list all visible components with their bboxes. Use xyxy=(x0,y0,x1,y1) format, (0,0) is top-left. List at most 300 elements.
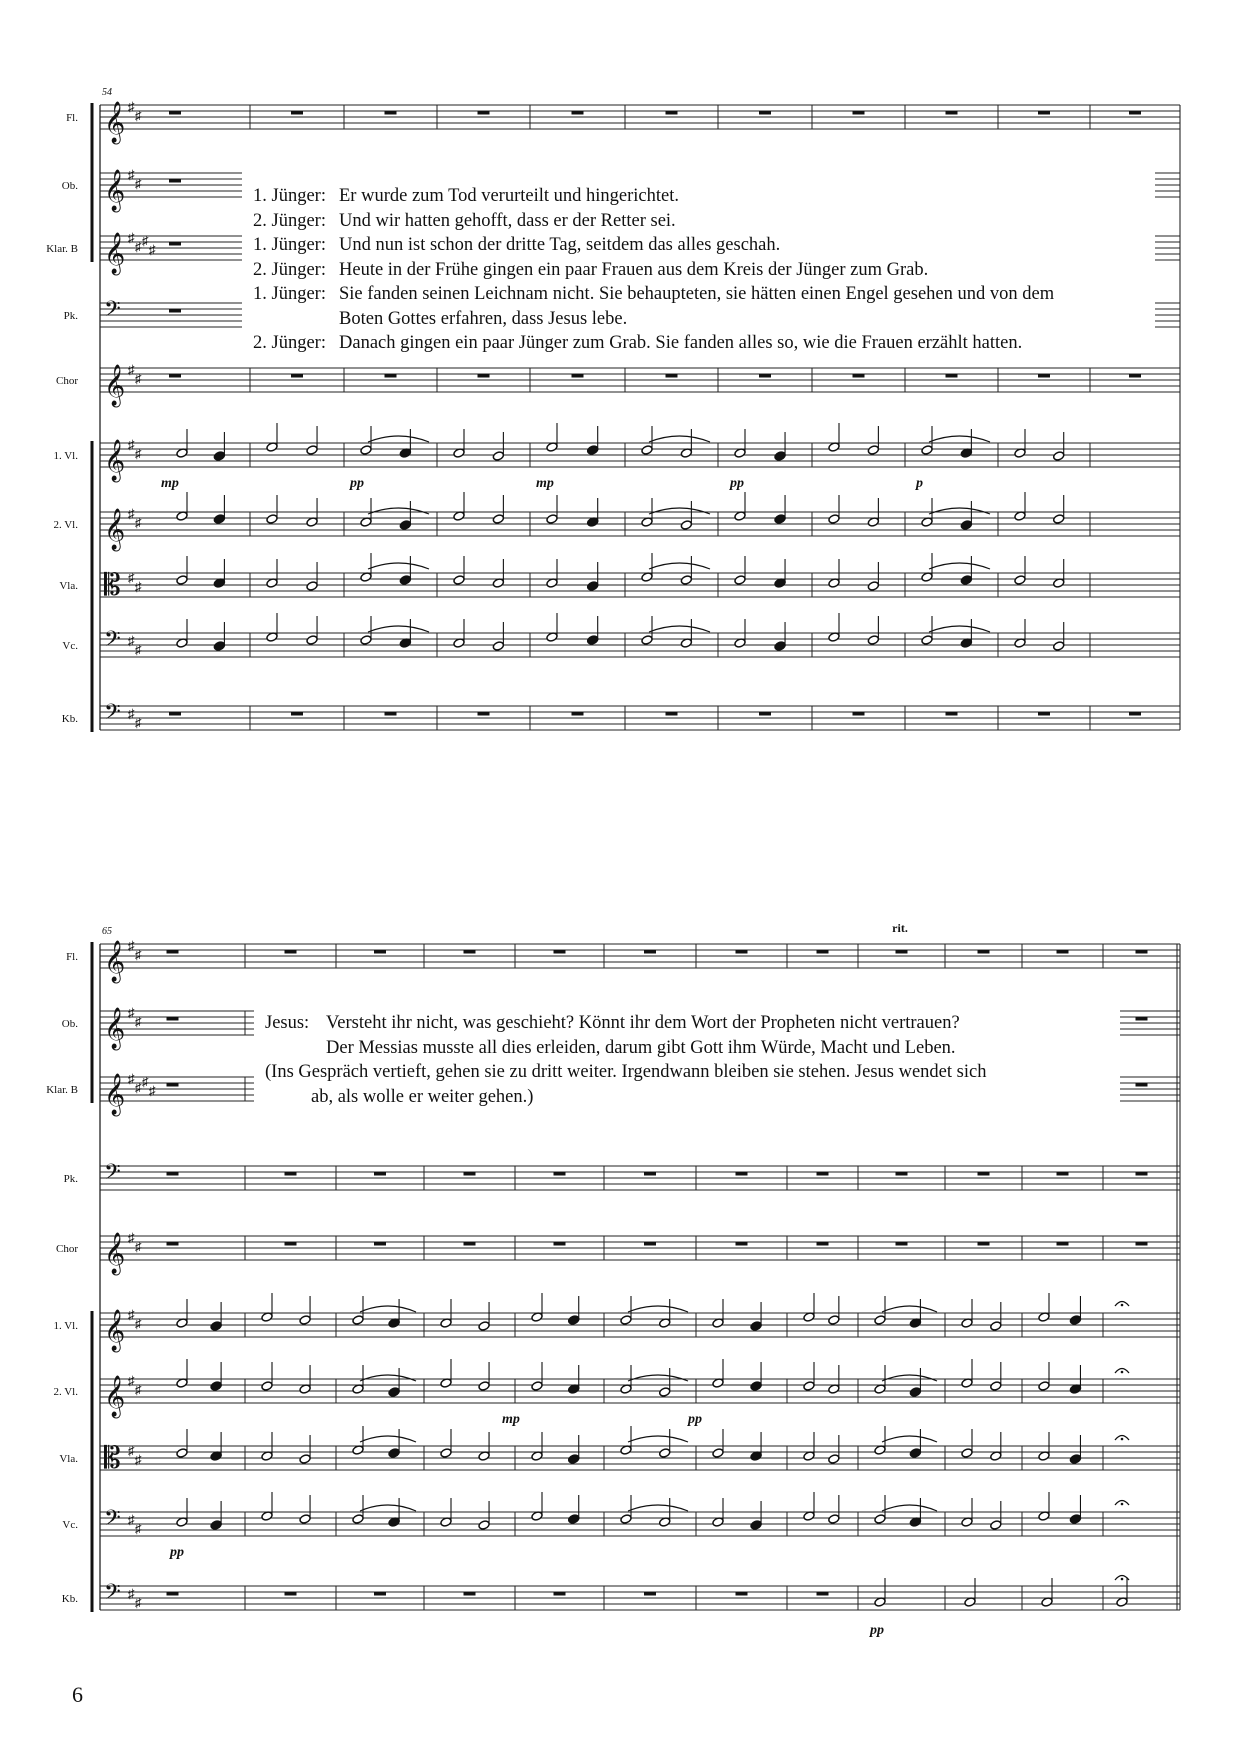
note-head xyxy=(210,1520,222,1531)
sharp-key-signature: ♯ xyxy=(128,633,135,648)
note-head xyxy=(712,1448,724,1459)
sharp-key-signature: ♯ xyxy=(142,1074,149,1089)
whole-rest xyxy=(946,712,958,716)
sharp-key-signature: ♯ xyxy=(135,1521,142,1536)
note-head xyxy=(388,1387,400,1398)
sharp-key-signature: ♯ xyxy=(135,515,142,530)
whole-rest xyxy=(285,1592,297,1596)
staff-0 xyxy=(100,944,1180,968)
staff-2-end xyxy=(1155,236,1180,260)
sharp-key-signature: ♯ xyxy=(128,1307,135,1322)
slur xyxy=(628,1375,688,1381)
whole-rest xyxy=(572,712,584,716)
instrument-label: Fl. xyxy=(66,112,78,124)
whole-rest xyxy=(374,950,386,954)
note-head xyxy=(990,1321,1002,1332)
dialogue-text: ab, als wolle er weiter gehen.) xyxy=(311,1086,534,1107)
whole-rest xyxy=(464,1592,476,1596)
whole-rest xyxy=(978,1172,990,1176)
note-head xyxy=(734,575,746,586)
dialogue-text: (Ins Gespräch vertieft, gehen sie zu dritt weiter. Irgendwann bleiben sie stehen. Jesus wendet sich xyxy=(265,1062,987,1082)
sharp-key-signature: ♯ xyxy=(135,239,142,254)
note-head xyxy=(990,1520,1002,1531)
whole-rest xyxy=(554,1172,566,1176)
whole-rest xyxy=(644,1242,656,1246)
whole-rest xyxy=(759,111,771,115)
speaker-label: 1. Jünger: xyxy=(253,235,326,255)
note-head xyxy=(176,575,188,586)
whole-rest xyxy=(385,111,397,115)
note-head xyxy=(176,1448,188,1459)
treble-clef-icon: 𝄞 xyxy=(104,1074,126,1114)
dialogue-line xyxy=(253,282,1054,307)
note-head xyxy=(874,1315,886,1326)
whole-rest xyxy=(167,1592,179,1596)
dynamic-marking: pp xyxy=(688,1412,702,1427)
sharp-key-signature: ♯ xyxy=(135,947,142,962)
whole-rest xyxy=(817,1242,829,1246)
instrument-label: Ob. xyxy=(61,1018,78,1030)
whole-rest xyxy=(666,111,678,115)
fermata-dot xyxy=(1121,1371,1124,1374)
treble-clef-icon: 𝄞 xyxy=(104,509,126,549)
whole-rest xyxy=(946,374,958,378)
dynamic-marking: mp xyxy=(502,1412,520,1427)
treble-clef-icon: 𝄞 xyxy=(104,941,126,981)
sharp-key-signature: ♯ xyxy=(128,1005,135,1020)
note-head xyxy=(478,1381,490,1392)
note-head xyxy=(1069,1454,1081,1465)
whole-rest xyxy=(385,374,397,378)
staff-4 xyxy=(100,368,1180,392)
note-head xyxy=(306,581,318,592)
whole-rest xyxy=(817,1592,829,1596)
whole-rest xyxy=(478,712,490,716)
note-head xyxy=(568,1315,580,1326)
dialogue-text: Sie fanden seinen Leichnam nicht. Sie behaupteten, sie hätten einen Engel gesehen und von dem xyxy=(339,284,1055,304)
whole-rest xyxy=(736,1242,748,1246)
whole-rest xyxy=(167,1017,179,1021)
page-number: 6 xyxy=(72,1682,83,1707)
slur xyxy=(628,1436,688,1442)
whole-rest xyxy=(644,950,656,954)
note-head xyxy=(399,575,411,586)
treble-clef-icon: 𝄞 xyxy=(104,1310,126,1350)
dialogue-line xyxy=(253,331,1054,356)
note-head xyxy=(587,445,599,456)
speaker-label: 2. Jünger: xyxy=(253,259,326,280)
whole-rest xyxy=(644,1172,656,1176)
note-head xyxy=(961,1448,973,1459)
whole-rest xyxy=(374,1242,386,1246)
slur xyxy=(649,436,710,442)
note-head xyxy=(828,1315,840,1326)
note-head xyxy=(774,514,786,525)
note-head xyxy=(921,445,933,456)
slur xyxy=(368,436,429,442)
note-head xyxy=(1069,1514,1081,1525)
slur xyxy=(649,626,710,632)
treble-clef-icon: 𝄞 xyxy=(104,365,126,405)
speaker-label: 1. Jünger: xyxy=(253,284,326,304)
note-head xyxy=(478,1520,490,1531)
instrument-label: 2. Vl. xyxy=(53,1386,78,1398)
whole-rest xyxy=(572,111,584,115)
whole-rest xyxy=(169,179,181,183)
whole-rest xyxy=(736,1172,748,1176)
dynamic-marking: pp xyxy=(350,476,364,491)
tempo-marking: rit. xyxy=(892,921,908,935)
note-head xyxy=(210,1381,222,1392)
note-head xyxy=(680,575,692,586)
whole-rest xyxy=(167,1242,179,1246)
whole-rest xyxy=(1038,374,1050,378)
whole-rest xyxy=(572,374,584,378)
staff-1-end xyxy=(1120,1011,1180,1035)
note-head xyxy=(453,575,465,586)
whole-rest xyxy=(736,1592,748,1596)
sharp-key-signature: ♯ xyxy=(135,1595,142,1610)
staff-3 xyxy=(100,303,242,327)
note-head xyxy=(960,575,972,586)
speaker-label: 2. Jünger: xyxy=(253,333,326,353)
whole-rest xyxy=(167,950,179,954)
note-head xyxy=(388,1448,400,1459)
whole-rest xyxy=(169,111,181,115)
dynamic-marking: pp xyxy=(730,476,744,491)
note-head xyxy=(867,635,879,646)
slur xyxy=(628,1306,688,1312)
dialogue-text: Danach gingen ein paar Jünger zum Grab. Sie fanden alles so, wie die Frauen erzählt hatten. xyxy=(339,333,1023,353)
whole-rest xyxy=(554,1592,566,1596)
whole-rest xyxy=(736,950,748,954)
bass-clef-icon: 𝄢 xyxy=(104,1580,121,1609)
dynamic-marking: pp xyxy=(870,1623,884,1638)
sharp-key-signature: ♯ xyxy=(128,1512,135,1527)
whole-rest xyxy=(169,712,181,716)
sharp-key-signature: ♯ xyxy=(135,108,142,123)
fermata-dot xyxy=(1121,1578,1124,1581)
instrument-label: 1. Vl. xyxy=(53,1320,78,1332)
whole-rest xyxy=(169,374,181,378)
note-head xyxy=(750,1321,762,1332)
slur xyxy=(929,508,990,514)
instrument-label: Chor xyxy=(56,1243,78,1255)
sharp-key-signature: ♯ xyxy=(135,1014,142,1029)
whole-rest xyxy=(1136,1172,1148,1176)
sharp-key-signature: ♯ xyxy=(128,1443,135,1458)
measure-number: 65 xyxy=(102,926,112,937)
sharp-key-signature: ♯ xyxy=(149,1083,156,1098)
note-head xyxy=(266,514,278,525)
staff-0 xyxy=(100,105,1180,129)
note-head xyxy=(478,1321,490,1332)
whole-rest xyxy=(167,1172,179,1176)
speaker-label: 2. Jünger: xyxy=(253,210,326,231)
instrument-label: Kb. xyxy=(61,1593,78,1605)
whole-rest xyxy=(666,712,678,716)
whole-rest xyxy=(285,1172,297,1176)
dialogue-line xyxy=(253,184,1054,209)
whole-rest xyxy=(464,1242,476,1246)
note-head xyxy=(909,1448,921,1459)
slur xyxy=(882,1375,937,1381)
sharp-key-signature: ♯ xyxy=(128,1586,135,1601)
staff-1-end xyxy=(1155,173,1180,197)
note-head xyxy=(867,581,879,592)
whole-rest xyxy=(554,1242,566,1246)
whole-rest xyxy=(853,374,865,378)
sharp-key-signature: ♯ xyxy=(128,1071,135,1086)
note-head xyxy=(299,1454,311,1465)
sharp-key-signature: ♯ xyxy=(128,506,135,521)
measure-number: 54 xyxy=(102,87,112,98)
dynamic-marking: p xyxy=(916,476,923,491)
note-head xyxy=(306,445,318,456)
whole-rest xyxy=(374,1172,386,1176)
whole-rest xyxy=(291,712,303,716)
dialogue-text: Boten Gottes erfahren, dass Jesus lebe. xyxy=(339,308,628,329)
note-head xyxy=(659,1448,671,1459)
note-head xyxy=(360,445,372,456)
fermata-dot xyxy=(1121,1304,1124,1307)
note-head xyxy=(299,1514,311,1525)
slur xyxy=(628,1505,688,1511)
slur xyxy=(929,626,990,632)
whole-rest xyxy=(169,309,181,313)
note-head xyxy=(210,1321,222,1332)
note-head xyxy=(750,1520,762,1531)
sharp-key-signature: ♯ xyxy=(135,1382,142,1397)
slur xyxy=(368,626,429,632)
staff-2-end xyxy=(1120,1077,1180,1101)
sharp-key-signature: ♯ xyxy=(128,1373,135,1388)
whole-rest xyxy=(759,374,771,378)
dynamic-marking: pp xyxy=(170,1545,184,1560)
whole-rest xyxy=(1136,950,1148,954)
whole-rest xyxy=(817,1172,829,1176)
note-head xyxy=(750,1381,762,1392)
note-head xyxy=(620,1315,632,1326)
dynamic-marking: mp xyxy=(536,476,554,491)
note-head xyxy=(492,514,504,525)
note-head xyxy=(1014,575,1026,586)
treble-clef-icon: 𝄞 xyxy=(104,170,126,210)
note-head xyxy=(1038,1381,1050,1392)
slur xyxy=(368,563,429,569)
note-head xyxy=(1053,451,1065,462)
note-head xyxy=(299,1315,311,1326)
treble-clef-icon: 𝄞 xyxy=(104,440,126,480)
instrument-label: Ob. xyxy=(61,180,78,192)
instrument-label: Klar. B xyxy=(46,243,78,255)
whole-rest xyxy=(374,1592,386,1596)
sharp-key-signature: ♯ xyxy=(142,233,149,248)
note-head xyxy=(531,1381,543,1392)
treble-clef-icon: 𝄞 xyxy=(104,1233,126,1273)
dialogue-line xyxy=(265,1011,986,1036)
note-head xyxy=(867,445,879,456)
staff-6 xyxy=(100,1379,1180,1403)
note-head xyxy=(492,641,504,652)
note-head xyxy=(587,581,599,592)
whole-rest xyxy=(1129,374,1141,378)
slur xyxy=(360,1436,416,1442)
instrument-label: Vla. xyxy=(59,1453,78,1465)
dialogue-text: Heute in der Frühe gingen ein paar Frauen aus dem Kreis der Jünger zum Grab. xyxy=(339,259,929,280)
note-head xyxy=(828,514,840,525)
sharp-key-signature: ♯ xyxy=(128,230,135,245)
note-head xyxy=(440,1448,452,1459)
dialogue-line xyxy=(265,1060,986,1085)
note-head xyxy=(828,1454,840,1465)
note-head xyxy=(213,451,225,462)
bass-clef-icon: 𝄢 xyxy=(104,1506,121,1535)
slur xyxy=(649,508,710,514)
note-head xyxy=(261,1381,273,1392)
sharp-key-signature: ♯ xyxy=(128,1230,135,1245)
fermata-dot xyxy=(1121,1503,1124,1506)
instrument-label: 1. Vl. xyxy=(53,450,78,462)
whole-rest xyxy=(978,950,990,954)
note-head xyxy=(568,1454,580,1465)
dynamic-marking: mp xyxy=(161,476,179,491)
note-head xyxy=(1053,641,1065,652)
staff-9 xyxy=(100,706,1180,730)
whole-rest xyxy=(896,950,908,954)
sharp-key-signature: ♯ xyxy=(128,362,135,377)
whole-rest xyxy=(853,712,865,716)
sharp-key-signature: ♯ xyxy=(135,176,142,191)
alto-clef-icon: 𝄡 xyxy=(104,1442,121,1475)
dialogue-line xyxy=(253,233,1054,258)
whole-rest xyxy=(285,1242,297,1246)
whole-rest xyxy=(666,374,678,378)
slur xyxy=(360,1375,416,1381)
whole-rest xyxy=(759,712,771,716)
note-head xyxy=(641,445,653,456)
instrument-label: Pk. xyxy=(63,310,78,322)
sharp-key-signature: ♯ xyxy=(128,938,135,953)
speaker-label: Jesus: xyxy=(265,1013,310,1033)
slur xyxy=(649,563,710,569)
whole-rest xyxy=(1057,950,1069,954)
whole-rest xyxy=(554,950,566,954)
instrument-label: Klar. B xyxy=(46,1084,78,1096)
sharp-key-signature: ♯ xyxy=(128,706,135,721)
note-head xyxy=(1053,514,1065,525)
whole-rest xyxy=(817,950,829,954)
dialogue-line xyxy=(265,1085,986,1110)
slur xyxy=(929,563,990,569)
sharp-key-signature: ♯ xyxy=(128,99,135,114)
bass-clef-icon: 𝄢 xyxy=(104,627,121,656)
note-head xyxy=(306,635,318,646)
sharp-key-signature: ♯ xyxy=(149,242,156,257)
whole-rest xyxy=(978,1242,990,1246)
note-head xyxy=(568,1514,580,1525)
slur xyxy=(929,436,990,442)
treble-clef-icon: 𝄞 xyxy=(104,1008,126,1048)
note-head xyxy=(352,1315,364,1326)
sharp-key-signature: ♯ xyxy=(128,570,135,585)
note-head xyxy=(213,514,225,525)
note-head xyxy=(774,641,786,652)
whole-rest xyxy=(1057,1242,1069,1246)
note-head xyxy=(990,1381,1002,1392)
slur xyxy=(368,508,429,514)
staff-9 xyxy=(100,1586,1180,1610)
sharp-key-signature: ♯ xyxy=(135,1239,142,1254)
instrument-label: Pk. xyxy=(63,1173,78,1185)
slur xyxy=(882,1306,937,1312)
note-head xyxy=(960,520,972,531)
whole-rest xyxy=(1038,712,1050,716)
note-head xyxy=(680,520,692,531)
fermata-dot xyxy=(1121,1438,1124,1441)
sharp-key-signature: ♯ xyxy=(135,446,142,461)
instrument-label: 2. Vl. xyxy=(53,519,78,531)
slur xyxy=(882,1436,937,1442)
sharp-key-signature: ♯ xyxy=(128,437,135,452)
whole-rest xyxy=(1038,111,1050,115)
alto-clef-icon: 𝄡 xyxy=(104,569,121,602)
sharp-key-signature: ♯ xyxy=(135,579,142,594)
whole-rest xyxy=(464,950,476,954)
note-head xyxy=(659,1387,671,1398)
sharp-key-signature: ♯ xyxy=(128,167,135,182)
whole-rest xyxy=(1136,1017,1148,1021)
note-head xyxy=(1069,1315,1081,1326)
whole-rest xyxy=(644,1592,656,1596)
instrument-label: Chor xyxy=(56,375,78,387)
dialogue-line xyxy=(253,258,1054,283)
whole-rest xyxy=(853,111,865,115)
whole-rest xyxy=(1136,1083,1148,1087)
instrument-label: Vla. xyxy=(59,580,78,592)
whole-rest xyxy=(291,374,303,378)
note-head xyxy=(546,514,558,525)
note-head xyxy=(803,1381,815,1392)
slur xyxy=(882,1505,937,1511)
whole-rest xyxy=(1136,1242,1148,1246)
treble-clef-icon: 𝄞 xyxy=(104,233,126,273)
note-head xyxy=(492,451,504,462)
sharp-key-signature: ♯ xyxy=(135,1316,142,1331)
whole-rest xyxy=(385,712,397,716)
note-head xyxy=(921,635,933,646)
note-head xyxy=(360,635,372,646)
whole-rest xyxy=(478,374,490,378)
instrument-label: Fl. xyxy=(66,951,78,963)
speaker-label: 1. Jünger: xyxy=(253,186,326,206)
whole-rest xyxy=(291,111,303,115)
staff-3 xyxy=(100,1166,1180,1190)
whole-rest xyxy=(169,242,181,246)
note-head xyxy=(620,1514,632,1525)
instrument-label: Kb. xyxy=(61,713,78,725)
whole-rest xyxy=(1129,712,1141,716)
dialogue-box-2 xyxy=(265,1011,986,1109)
dialogue-line xyxy=(253,209,1054,234)
staff-3-end xyxy=(1155,303,1180,327)
dialogue-text: Und wir hatten gehofft, dass er der Retter sei. xyxy=(339,210,676,231)
sharp-key-signature: ♯ xyxy=(135,642,142,657)
whole-rest xyxy=(478,111,490,115)
bass-clef-icon: 𝄢 xyxy=(104,1160,121,1189)
whole-rest xyxy=(896,1172,908,1176)
note-head xyxy=(909,1387,921,1398)
